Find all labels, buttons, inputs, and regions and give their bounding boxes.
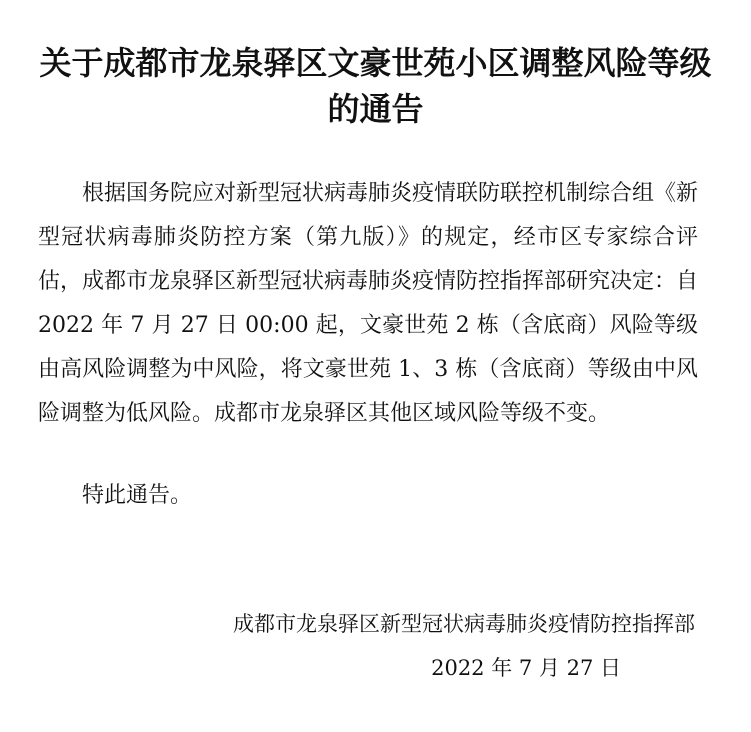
signature-organization: 成都市龙泉驿区新型冠状病毒肺炎疫情防控指挥部 (233, 612, 695, 636)
signature-date: 2022 年 7 月 27 日 (431, 656, 621, 680)
notice-title: 关于成都市龙泉驿区文豪世苑小区调整风险等级的通告 (39, 44, 712, 128)
notice-closing: 特此通告。 (82, 483, 193, 508)
notice-body-paragraph: 根据国务院应对新型冠状病毒肺炎疫情联防联控机制综合组《新型冠状病毒肺炎防控方案（第九版）》的规定，经市区专家综合评估，成都市龙泉驿区新型冠状病毒肺炎疫情防控指挥部研究决定：自 2022 年 7 月 27 日 00:00 起，文豪世苑 2 栋（含底商）风险等级由高风险调整为中风险，将文豪世苑 1、3 栋（含底商）等级由中风险调整为低风险。成都市龙泉驿区其他区域风险等级不变。 (38, 181, 699, 426)
